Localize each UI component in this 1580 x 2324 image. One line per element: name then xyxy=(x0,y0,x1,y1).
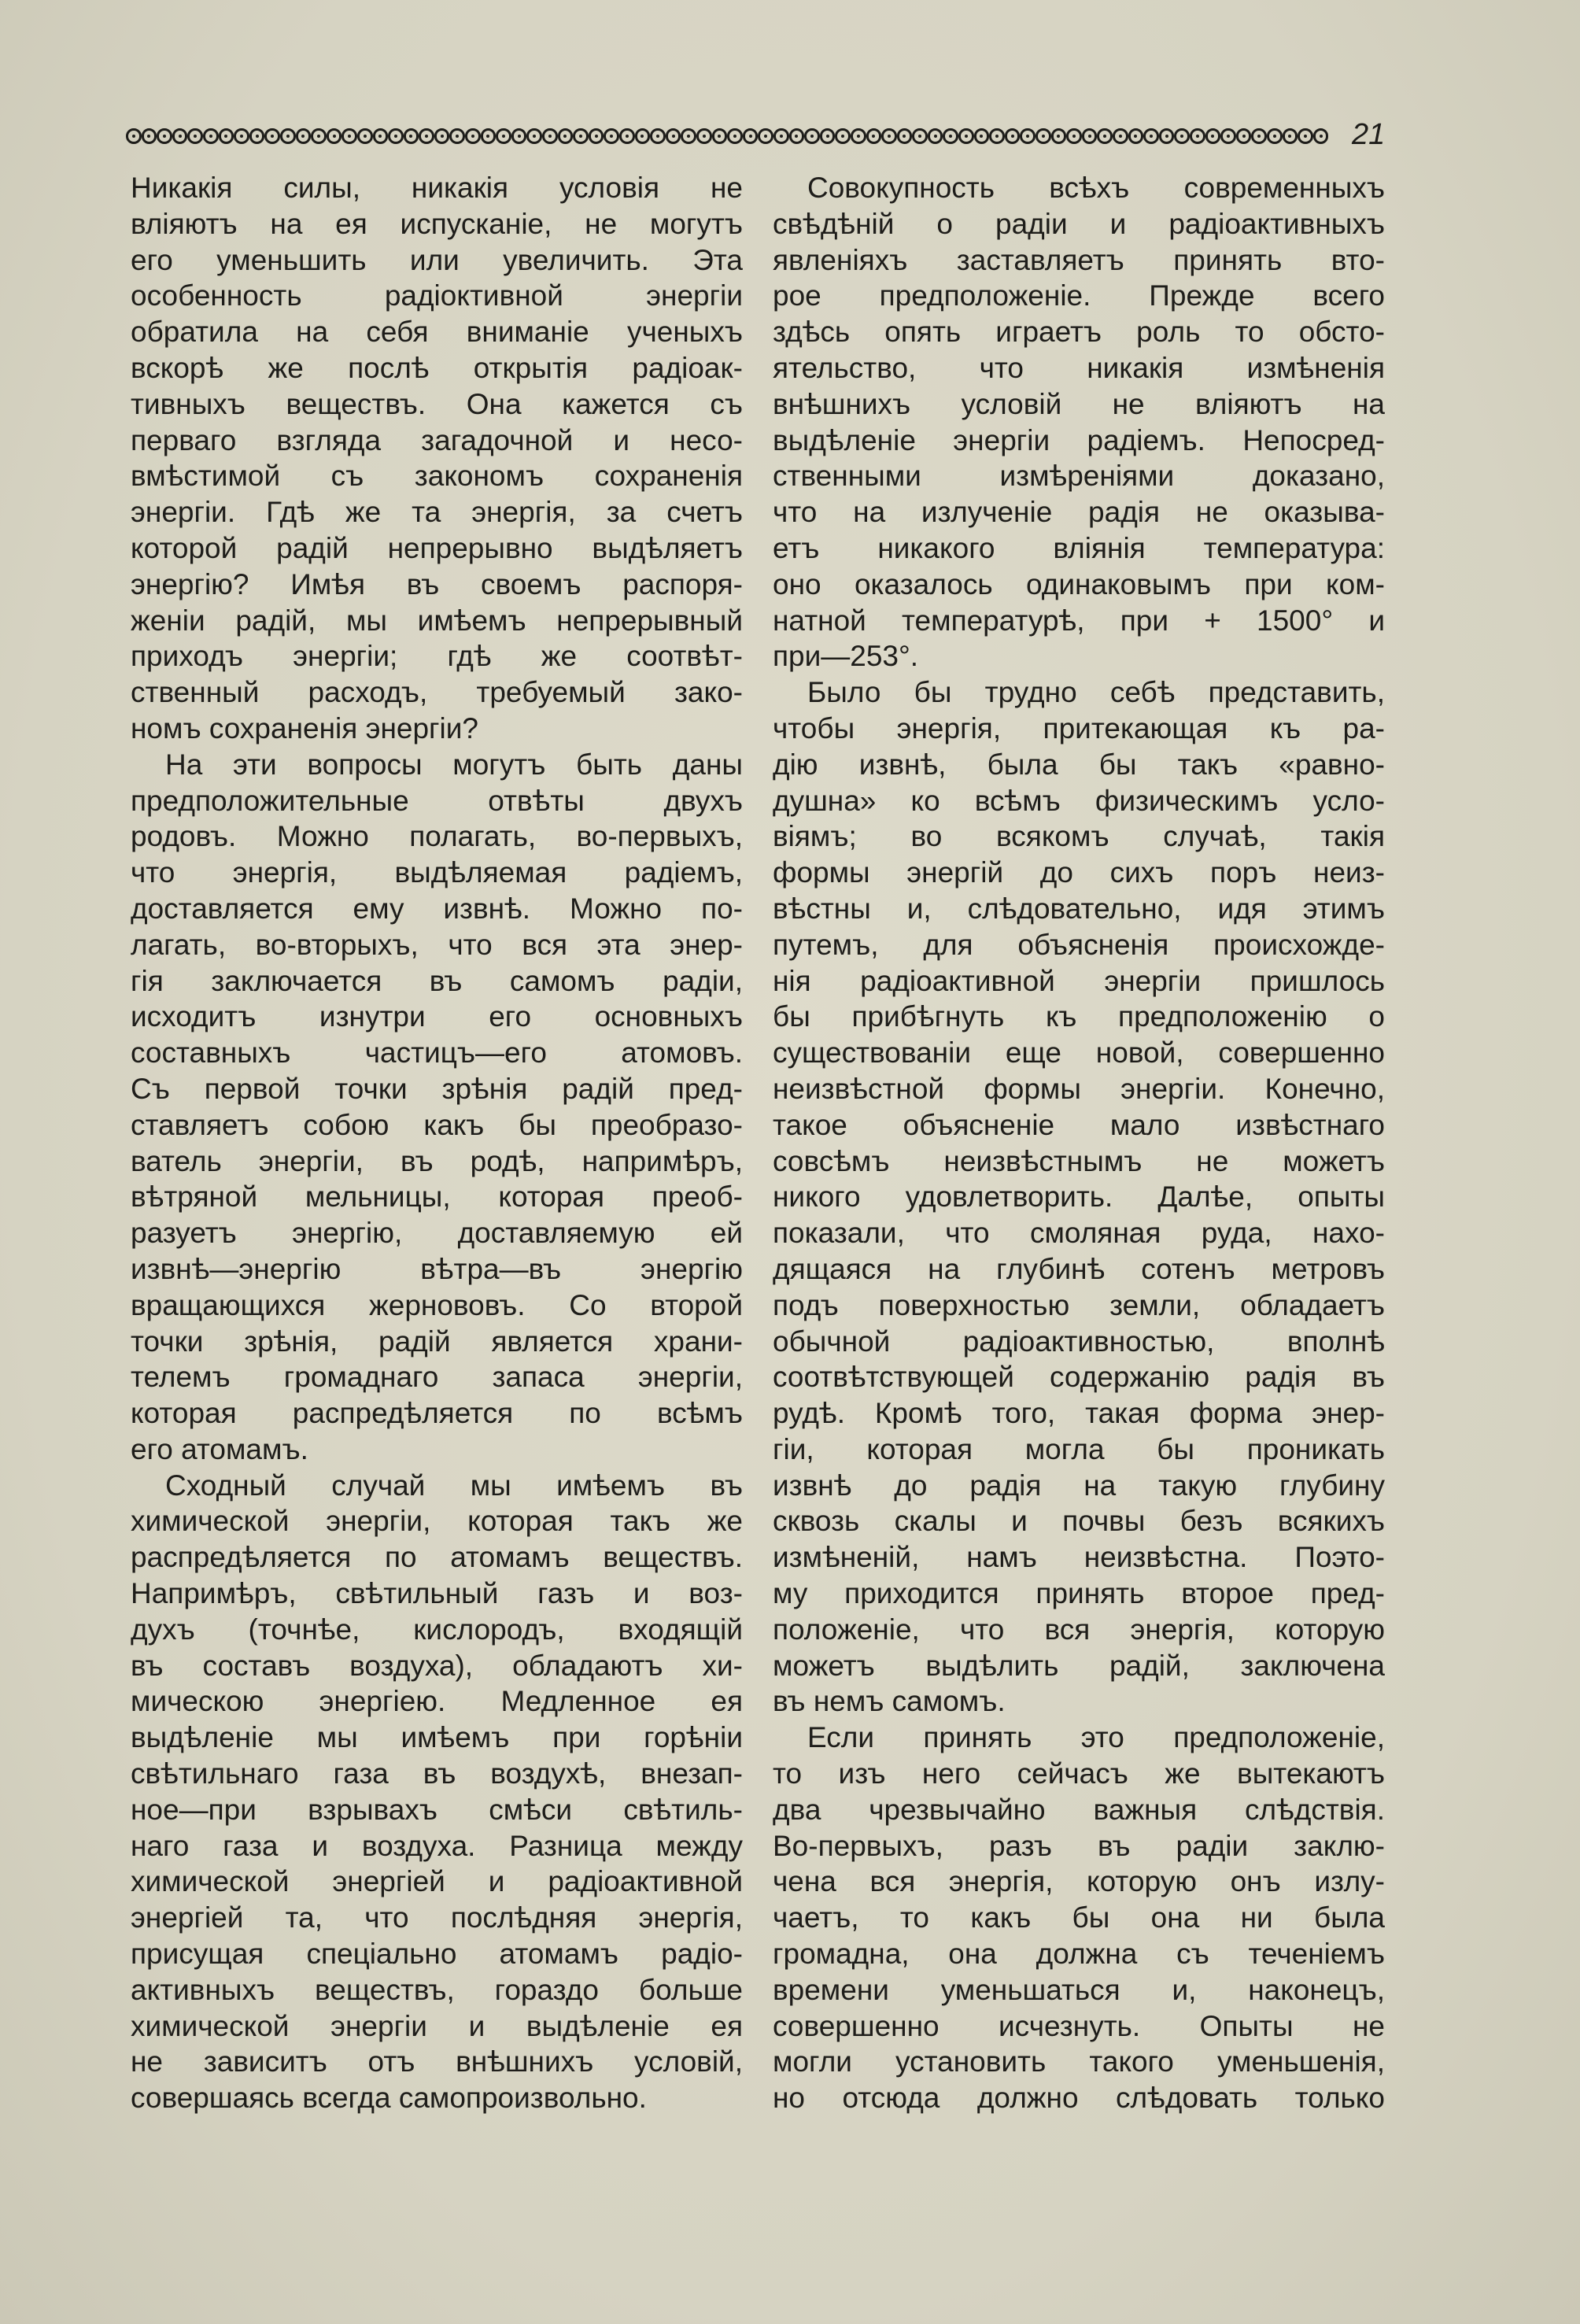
text-line: такое объясненіе мало извѣстнаго xyxy=(773,1108,1385,1141)
text-line: оно оказалось одинаковымъ при ком- xyxy=(773,567,1385,600)
left-column xyxy=(131,170,743,2116)
text-line: перваго взгляда загадочной и несо- xyxy=(131,423,743,456)
text-line: чтобы энергія, притекающая къ ра- xyxy=(773,711,1385,744)
ornament-ring xyxy=(943,128,958,144)
ornament-ring xyxy=(1113,128,1128,144)
text-line: гіи, которая могла бы проникать xyxy=(773,1432,1385,1465)
text-line: ственный расходъ, требуемый зако- xyxy=(131,676,743,709)
text-line: что энергія, выдѣляемая радіемъ, xyxy=(131,856,743,889)
page-number: 21 xyxy=(1352,118,1386,151)
ornament-ring xyxy=(897,128,913,144)
ornament-ring xyxy=(1283,128,1298,144)
text-line: Напримѣръ, свѣтильный газъ и воз- xyxy=(131,1577,743,1610)
text-line: вѣстны и, слѣдовательно, идя этимъ xyxy=(773,892,1385,925)
ornament-ring xyxy=(264,128,280,144)
ornament-ring xyxy=(650,128,666,144)
text-line: Было бы трудно себѣ представить, xyxy=(807,676,1385,709)
text-line: неизвѣстной формы энергіи. Конечно, xyxy=(773,1072,1385,1105)
header-ornament-rule xyxy=(126,126,1328,146)
ornament-ring xyxy=(419,128,434,144)
text-line: дію извнѣ, была бы такъ «равно- xyxy=(773,748,1385,781)
ornament-ring xyxy=(696,128,712,144)
ornament-ring xyxy=(357,128,373,144)
text-line: въ составъ воздуха), обладаютъ хи- xyxy=(131,1649,743,1682)
ornament-ring xyxy=(851,128,866,144)
text-line: Если принять это предположеніе, xyxy=(807,1721,1385,1754)
text-line: лагать, во-вторыхъ, что вся эта энер- xyxy=(131,928,743,961)
paragraph xyxy=(131,1468,743,2116)
text-line: віямъ; во всякомъ случаѣ, такія xyxy=(773,820,1385,853)
text-line: путемъ, для объясненія происхожде- xyxy=(773,928,1385,961)
text-line: обратила на себя вниманіе ученыхъ xyxy=(131,316,743,349)
text-line: здѣсь опять играетъ роль то обсто- xyxy=(773,316,1385,349)
ornament-ring xyxy=(727,128,743,144)
text-line: На эти вопросы могутъ быть даны xyxy=(165,748,743,781)
ornament-ring xyxy=(635,128,651,144)
ornament-ring xyxy=(928,128,943,144)
ornament-ring xyxy=(126,128,142,144)
text-line: вращающихся жернововъ. Со второй xyxy=(131,1288,743,1321)
paragraph xyxy=(773,1720,1385,2116)
text-line: активныхъ веществъ, гораздо больше xyxy=(131,1973,743,2006)
text-line: натной температурѣ, при + 1500° и xyxy=(773,604,1385,637)
text-line: могли установить такого уменьшенія, xyxy=(773,2045,1385,2078)
ornament-ring xyxy=(589,128,604,144)
text-line: вмѣстимой съ закономъ сохраненія xyxy=(131,460,743,493)
text-line: существованіи еще новой, совершенно xyxy=(773,1036,1385,1070)
ornament-ring xyxy=(1143,128,1159,144)
ornament-ring xyxy=(296,128,312,144)
ornament-ring xyxy=(341,128,357,144)
text-line: свѣтильнаго газа въ воздухѣ, внезап- xyxy=(131,1757,743,1790)
text-line: но отсюда должно слѣдовать только xyxy=(773,2082,1385,2115)
ornament-ring xyxy=(681,128,696,144)
text-line: совсѣмъ неизвѣстнымъ не можетъ xyxy=(773,1144,1385,1177)
ornament-ring xyxy=(881,128,897,144)
ornament-ring xyxy=(989,128,1005,144)
text-line: времени уменьшаться и, наконецъ, xyxy=(773,1973,1385,2006)
text-line: энергіей та, что послѣдняя энергія, xyxy=(131,1901,743,1934)
text-line: энергіи. Гдѣ же та энергія, за счетъ xyxy=(131,496,743,529)
ornament-ring xyxy=(958,128,974,144)
text-line: доставляется ему извнѣ. Можно по- xyxy=(131,892,743,925)
ornament-ring xyxy=(511,128,527,144)
ornament-ring xyxy=(496,128,511,144)
text-line: положеніе, что вся энергія, которую xyxy=(773,1613,1385,1646)
text-line: его уменьшить или увеличить. Эта xyxy=(131,243,743,276)
ornament-ring xyxy=(481,128,497,144)
ornament-ring xyxy=(1066,128,1082,144)
ornament-ring xyxy=(789,128,805,144)
text-line: наго газа и воздуха. Разница между xyxy=(131,1829,743,1862)
ornament-ring xyxy=(542,128,558,144)
text-line: етъ никакого вліянія температура: xyxy=(773,531,1385,564)
ornament-ring xyxy=(157,128,172,144)
ornament-ring xyxy=(1097,128,1113,144)
ornament-ring xyxy=(280,128,296,144)
text-line: показали, что смоляная руда, нахо- xyxy=(773,1217,1385,1250)
ornament-ring xyxy=(327,128,342,144)
text-line: выдѣленіе энергіи радіемъ. Непосред- xyxy=(773,423,1385,456)
text-line: подъ поверхностью земли, обладаетъ xyxy=(773,1288,1385,1321)
text-line: совершенно исчезнуть. Опыты не xyxy=(773,2009,1385,2042)
ornament-ring xyxy=(1020,128,1035,144)
ornament-ring xyxy=(465,128,481,144)
text-line: никого удовлетворить. Далѣе, опыты xyxy=(773,1180,1385,1214)
text-line: явленіяхъ заставляетъ принять вто- xyxy=(773,243,1385,276)
text-line: духъ (точнѣе, кислородъ, входящій xyxy=(131,1613,743,1646)
text-line: которой радій непрерывно выдѣляетъ xyxy=(131,531,743,564)
text-line: совершаясь всегда самопроизвольно. xyxy=(131,2082,647,2115)
text-line: въ немъ самомъ. xyxy=(773,1685,1006,1718)
text-line: ятельство, что никакія измѣненія xyxy=(773,351,1385,384)
ornament-ring xyxy=(558,128,574,144)
paragraph xyxy=(131,747,743,1468)
paragraph xyxy=(131,170,743,747)
ornament-ring xyxy=(404,128,419,144)
text-line: его атомамъ. xyxy=(131,1432,308,1465)
ornament-ring xyxy=(187,128,203,144)
text-line: ставляетъ собою какъ бы преобразо- xyxy=(131,1108,743,1141)
text-line: му приходится принять второе пред- xyxy=(773,1577,1385,1610)
ornament-ring xyxy=(1082,128,1098,144)
ornament-ring xyxy=(974,128,990,144)
ornament-ring xyxy=(1051,128,1067,144)
ornament-ring xyxy=(1236,128,1252,144)
ornament-ring xyxy=(1159,128,1175,144)
ornament-ring xyxy=(912,128,928,144)
text-line: извнѣ—энергію вѣтра—въ энергію xyxy=(131,1252,743,1285)
text-line: вѣтряной мельницы, которая преоб- xyxy=(131,1180,743,1214)
text-line: ное—при взрывахъ смѣси свѣтиль- xyxy=(131,1793,743,1826)
text-line: которая распредѣляется по всѣмъ xyxy=(131,1397,743,1430)
text-line: особенность радіоктивной энергіи xyxy=(131,279,743,312)
ornament-ring xyxy=(1220,128,1236,144)
text-line: приходъ энергіи; гдѣ же соотвѣт- xyxy=(131,640,743,673)
ornament-ring xyxy=(619,128,635,144)
text-line: предположительные отвѣты двухъ xyxy=(131,784,743,817)
text-line: Во-первыхъ, разъ въ радіи заклю- xyxy=(773,1829,1385,1862)
text-line: Съ первой точки зрѣнія радій пред- xyxy=(131,1072,743,1105)
text-line: свѣдѣній о радіи и радіоактивныхъ xyxy=(773,207,1385,240)
ornament-ring xyxy=(373,128,389,144)
ornament-ring xyxy=(1298,128,1313,144)
ornament-ring xyxy=(388,128,404,144)
ornament-ring xyxy=(712,128,728,144)
ornament-ring xyxy=(604,128,619,144)
text-line: измѣненій, намъ неизвѣстна. Поэто- xyxy=(773,1541,1385,1574)
text-line: внѣшнихъ условій не вліяютъ на xyxy=(773,387,1385,420)
ornament-ring xyxy=(773,128,789,144)
text-line: рудѣ. Кромѣ того, такая форма энер- xyxy=(773,1397,1385,1430)
text-line: сквозь скалы и почвы безъ всякихъ xyxy=(773,1505,1385,1538)
text-line: ватель энергіи, въ родѣ, напримѣръ, xyxy=(131,1144,743,1177)
text-line: дящаяся на глубинѣ сотенъ метровъ xyxy=(773,1252,1385,1285)
text-line: ственными измѣреніями доказано, xyxy=(773,460,1385,493)
text-line: Сходный случай мы имѣемъ въ xyxy=(165,1469,743,1502)
text-line: мическою энергіею. Медленное ея xyxy=(131,1685,743,1718)
text-line: разуетъ энергію, доставляемую ей xyxy=(131,1217,743,1250)
text-line: точки зрѣнія, радій является храни- xyxy=(131,1325,743,1358)
text-line: нія радіоактивной энергіи пришлось xyxy=(773,964,1385,997)
text-line: при—253°. xyxy=(773,640,919,673)
ornament-ring xyxy=(1128,128,1144,144)
ornament-ring xyxy=(1313,128,1328,144)
ornament-ring xyxy=(234,128,249,144)
ornament-ring xyxy=(434,128,450,144)
text-line: гія заключается въ самомъ радіи, xyxy=(131,964,743,997)
text-line: присущая спеціально атомамъ радіо- xyxy=(131,1938,743,1971)
text-line: выдѣленіе мы имѣемъ при горѣніи xyxy=(131,1721,743,1754)
ornament-ring xyxy=(203,128,219,144)
text-line: энергію? Имѣя въ своемъ распоря- xyxy=(131,567,743,600)
ornament-ring xyxy=(820,128,836,144)
text-line: не зависитъ отъ внѣшнихъ условій, xyxy=(131,2045,743,2078)
ornament-ring xyxy=(1267,128,1283,144)
paragraph xyxy=(773,674,1385,1720)
text-line: вліяютъ на ея испусканіе, не могутъ xyxy=(131,207,743,240)
text-line: родовъ. Можно полагать, во-первыхъ, xyxy=(131,820,743,853)
ornament-ring xyxy=(758,128,773,144)
ornament-ring xyxy=(573,128,589,144)
text-line: вскорѣ же послѣ открытія радіоак- xyxy=(131,351,743,384)
text-line: душна» ко всѣмъ физическимъ усло- xyxy=(773,784,1385,817)
paragraph xyxy=(773,170,1385,674)
right-column xyxy=(773,170,1385,2116)
ornament-ring xyxy=(526,128,542,144)
text-line: чаетъ, то какъ бы она ни была xyxy=(773,1901,1385,1934)
text-line: распредѣляется по атомамъ веществъ. xyxy=(131,1541,743,1574)
ornament-ring xyxy=(219,128,234,144)
ornament-ring xyxy=(1205,128,1221,144)
ornament-ring xyxy=(172,128,188,144)
text-line: два чрезвычайно важныя слѣдствія. xyxy=(773,1793,1385,1826)
ornament-ring xyxy=(1035,128,1051,144)
text-line: составныхъ частицъ—его атомовъ. xyxy=(131,1036,743,1070)
ornament-ring xyxy=(866,128,882,144)
text-line: тивныхъ веществъ. Она кажется съ xyxy=(131,387,743,420)
text-line: формы энергій до сихъ поръ неиз- xyxy=(773,856,1385,889)
text-line: то изъ него сейчасъ же вытекаютъ xyxy=(773,1757,1385,1790)
ornament-ring xyxy=(249,128,265,144)
ornament-ring xyxy=(1005,128,1021,144)
ornament-ring xyxy=(1190,128,1205,144)
text-line: обычной радіоактивностью, вполнѣ xyxy=(773,1325,1385,1358)
text-line: громадна, она должна съ теченіемъ xyxy=(773,1938,1385,1971)
text-line: исходитъ изнутри его основныхъ xyxy=(131,1000,743,1033)
ornament-ring xyxy=(311,128,327,144)
ornament-ring xyxy=(666,128,681,144)
text-line: телемъ громаднаго запаса энергіи, xyxy=(131,1361,743,1394)
text-line: что на излученіе радія не оказыва- xyxy=(773,496,1385,529)
text-line: химической энергіи и выдѣленіе ея xyxy=(131,2009,743,2042)
text-line: женіи радій, мы имѣемъ непрерывный xyxy=(131,604,743,637)
ornament-ring xyxy=(449,128,465,144)
text-line: чена вся энергія, которую онъ излу- xyxy=(773,1865,1385,1898)
ornament-ring xyxy=(142,128,157,144)
text-line: Никакія силы, никакія условія не xyxy=(131,172,743,204)
text-line: бы прибѣгнуть къ предположенію о xyxy=(773,1000,1385,1033)
ornament-ring xyxy=(835,128,851,144)
text-line: извнѣ до радія на такую глубину xyxy=(773,1469,1385,1502)
text-line: рое предположеніе. Прежде всего xyxy=(773,279,1385,312)
text-line: соотвѣтствующей содержанію радія въ xyxy=(773,1361,1385,1394)
ornament-ring xyxy=(804,128,820,144)
ornament-ring xyxy=(1251,128,1267,144)
text-line: химической энергіи, которая такъ же xyxy=(131,1505,743,1538)
text-line: химической энергіей и радіоактивной xyxy=(131,1865,743,1898)
ornament-ring xyxy=(1174,128,1190,144)
text-line: номъ сохраненія энергіи? xyxy=(131,711,478,744)
text-line: можетъ выдѣлить радій, заключена xyxy=(773,1649,1385,1682)
ornament-ring xyxy=(743,128,759,144)
text-line: Совокупность всѣхъ современныхъ xyxy=(807,172,1385,204)
